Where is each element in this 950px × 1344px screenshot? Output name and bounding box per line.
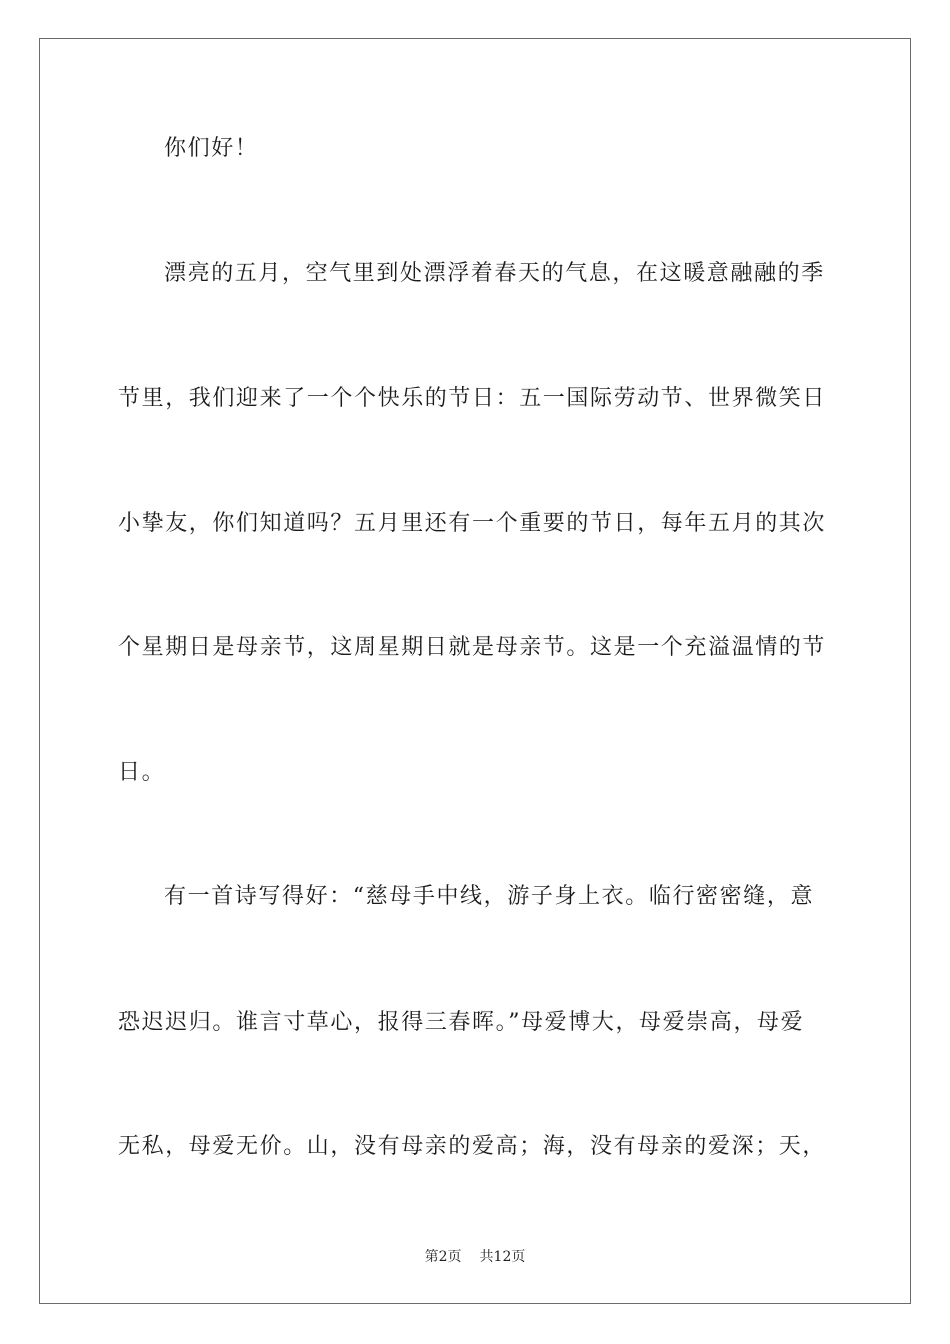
paragraph-1-line-5: 日。: [118, 760, 166, 785]
paragraph-2-line-1: 有一首诗写得好：“慈母手中线，游子身上衣。临行密密缝，意: [164, 884, 815, 909]
paragraph-2-line-3: 无私，母爱无价。山，没有母亲的爱高；海，没有母亲的爱深；天，: [118, 1134, 827, 1159]
paragraph-1-line-3: 小挚友，你们知道吗？五月里还有一个重要的节日，每年五月的其次: [118, 511, 827, 536]
paragraph-1-line-2: 节里，我们迎来了一个个快乐的节日：五一国际劳动节、世界微笑日: [118, 386, 827, 411]
page-footer: [0, 1248, 950, 1266]
page-total: 共12页: [479, 1249, 526, 1265]
page-frame: [39, 38, 911, 1304]
paragraph-2-line-2: 恐迟迟归。谁言寸草心，报得三春晖。”母爱博大，母爱崇高，母爱: [118, 1010, 805, 1035]
greeting-line: 你们好！: [164, 136, 259, 161]
page-number: 第2页: [424, 1249, 462, 1265]
paragraph-1-line-4: 个星期日是母亲节，这周星期日就是母亲节。这是一个充溢温情的节: [118, 635, 827, 660]
paragraph-1-line-1: 漂亮的五月，空气里到处漂浮着春天的气息，在这暖意融融的季: [164, 261, 825, 286]
